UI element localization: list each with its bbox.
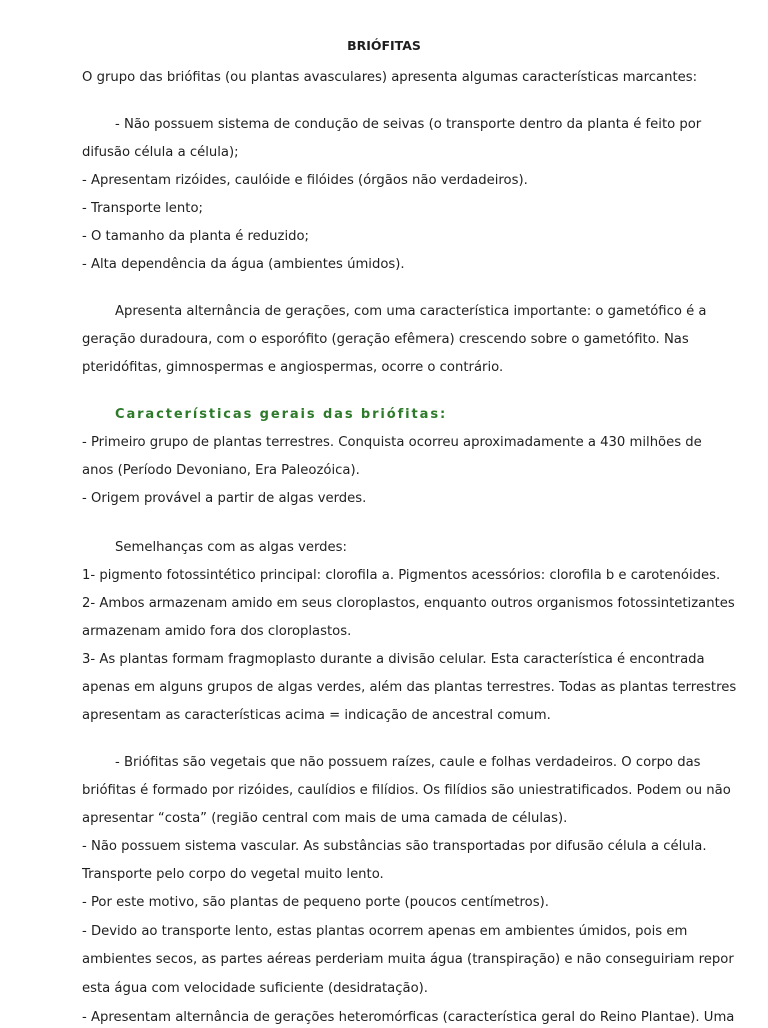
final-line-10: - Apresentam alternância de gerações heteromórficas (característica geral do Reino Plantae). Uma (82, 1010, 735, 1025)
similarity-item-2-line-1: 2- Ambos armazenam amido em seus cloroplastos, enquanto outros organismos fotossintetizantes (82, 596, 735, 611)
alternance-line-2: geração duradoura, com o esporófito (geração efêmera) crescendo sobre o gametófito. Nas (82, 332, 689, 347)
final-line-3: apresentar “costa” (região central com mais de uma camada de células). (82, 811, 568, 826)
general-line-3: - Origem provável a partir de algas verdes. (82, 491, 367, 506)
final-line-5: Transporte pelo corpo do vegetal muito lento. (82, 867, 384, 882)
characteristic-bullet-5: - Alta dependência da água (ambientes úmidos). (82, 257, 405, 272)
general-line-1: - Primeiro grupo de plantas terrestres. Conquista ocorreu aproximadamente a 430 milhões de (82, 435, 702, 450)
characteristic-bullet-3: - Transporte lento; (82, 201, 203, 216)
similarity-item-3-line-3: apresentam as características acima = indicação de ancestral comum. (82, 708, 551, 723)
similarity-item-1: 1- pigmento fotossintético principal: clorofila a. Pigmentos acessórios: clorofila b e carotenóides. (82, 568, 721, 583)
characteristic-bullet-4: - O tamanho da planta é reduzido; (82, 229, 309, 244)
final-line-8: ambientes secos, as partes aéreas perderiam muita água (transpiração) e não conseguiriam repor (82, 952, 734, 967)
alternance-line-3: pteridófitas, gimnospermas e angiospermas, ocorre o contrário. (82, 360, 504, 375)
intro-paragraph: O grupo das briófitas (ou plantas avasculares) apresenta algumas características marcantes: (82, 70, 698, 85)
similarities-heading: Semelhanças com as algas verdes: (115, 540, 347, 555)
characteristic-line-1: - Não possuem sistema de condução de seivas (o transporte dentro da planta é feito por (115, 117, 702, 132)
characteristic-bullet-2: - Apresentam rizóides, caulóide e filóides (órgãos não verdadeiros). (82, 173, 528, 188)
final-line-7: - Devido ao transporte lento, estas plantas ocorrem apenas em ambientes úmidos, pois em (82, 924, 688, 939)
final-line-4: - Não possuem sistema vascular. As substâncias são transportadas por difusão célula a célula. (82, 839, 707, 854)
page-title: BRIÓFITAS (347, 38, 421, 53)
final-line-1: - Briófitas são vegetais que não possuem raízes, caule e folhas verdadeiros. O corpo das (115, 755, 701, 770)
general-line-2: anos (Período Devoniano, Era Paleozóica). (82, 463, 360, 478)
section-heading-general: Características gerais das briófitas: (115, 407, 448, 422)
final-line-9: esta água com velocidade suficiente (desidratação). (82, 981, 428, 996)
characteristic-line-2: difusão célula a célula); (82, 145, 239, 160)
similarity-item-2-line-2: armazenam amido fora dos cloroplastos. (82, 624, 352, 639)
alternance-line-1: Apresenta alternância de gerações, com uma característica importante: o gametófico é a (115, 304, 707, 319)
final-line-6: - Por este motivo, são plantas de pequeno porte (poucos centímetros). (82, 895, 549, 910)
final-line-2: briófitas é formado por rizóides, caulídios e filídios. Os filídios são uniestratificados. Podem ou não (82, 783, 731, 798)
similarity-item-3-line-2: apenas em alguns grupos de algas verdes, além das plantas terrestres. Todas as plantas terrestres (82, 680, 737, 695)
similarity-item-3-line-1: 3- As plantas formam fragmoplasto durante a divisão celular. Esta característica é encontrada (82, 652, 705, 667)
